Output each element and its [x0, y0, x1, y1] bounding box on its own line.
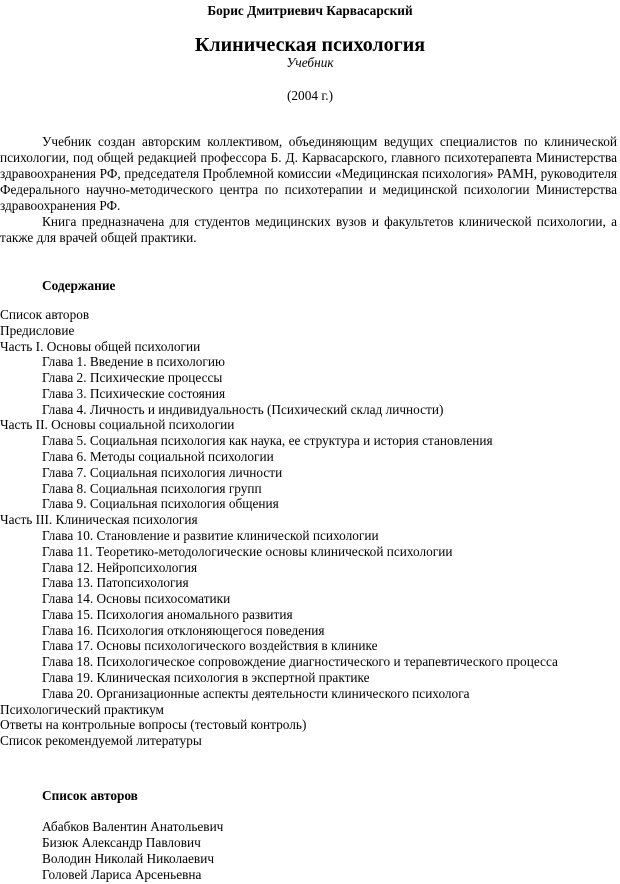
toc-chapter: Глава 2. Психические процессы — [42, 370, 223, 386]
toc-chapter: Глава 14. Основы психосоматики — [42, 591, 231, 607]
toc-chapter: Глава 13. Патопсихология — [42, 575, 189, 591]
book-year: (2004 г.) — [286, 88, 334, 103]
toc-chapter: Глава 4. Личность и индивидуальность (Психический склад личности) — [42, 401, 444, 417]
toc-chapter: Глава 19. Клиническая психология в экспертной практике — [42, 669, 370, 685]
toc-chapter: Глава 6. Методы социальной психологии — [42, 449, 274, 465]
table-of-contents — [0, 307, 620, 749]
toc-part: Часть I. Основы общей психологии — [0, 338, 201, 354]
abstract-paragraph: Книга предназначена для студентов медицинских вузов и факультетов клинической психологии, а также для врачей общей практики. — [0, 214, 617, 245]
toc-item: Психологический практикум — [0, 701, 164, 717]
toc-chapter: Глава 15. Психология аномального развития — [42, 606, 293, 622]
toc-part: Часть II. Основы социальной психологии — [0, 417, 235, 433]
toc-part: Часть III. Клиническая психология — [0, 512, 198, 528]
toc-chapter: Глава 17. Основы психологического воздействия в клинике — [42, 638, 378, 654]
toc-item: Список рекомендуемой литературы — [0, 733, 202, 749]
toc-item: Предисловие — [0, 322, 75, 338]
toc-chapter: Глава 8. Социальная психология групп — [42, 480, 262, 496]
toc-chapter: Глава 7. Социальная психология личности — [42, 464, 283, 480]
toc-chapter: Глава 3. Психические состояния — [42, 385, 226, 401]
author-name: Володин Николай Николаевич — [42, 851, 215, 866]
authors-list — [42, 819, 602, 883]
toc-chapter: Глава 1. Введение в психологию — [42, 354, 225, 370]
toc-item: Ответы на контрольные вопросы (тестовый контроль) — [0, 717, 307, 733]
toc-chapter: Глава 20. Организационные аспекты деятельности клинического психолога — [42, 685, 470, 701]
author-name: Головей Лариса Арсеньевна — [42, 867, 202, 882]
author-name: Бизюк Александр Павлович — [42, 835, 201, 850]
contents-heading: Содержание — [42, 278, 116, 293]
toc-chapter: Глава 12. Нейропсихология — [42, 559, 198, 575]
toc-chapter: Глава 9. Социальная психология общения — [42, 496, 279, 512]
toc-chapter: Глава 5. Социальная психология как наука, ее структура и история становления — [42, 433, 493, 449]
toc-item: Список авторов — [0, 307, 90, 322]
abstract-paragraph: Учебник создан авторским коллективом, объединяющим ведущих специалистов по клинической психологии, под общей редакцией профессора Б. Д. Карвасарского, главного психотерапевта Министерства здравоохранения РФ, председателя Проблемной комиссии «Медицинская психология» РАМН, руководителя Федерального научно-методического центра по психотерапии и медицинской психологии Министерства здравоохранения РФ. — [0, 134, 617, 213]
book-abstract — [0, 134, 617, 246]
book-title: Клиническая психология — [194, 34, 426, 56]
toc-chapter: Глава 18. Психологическое сопровождение диагностического и терапевтического процесса — [42, 654, 558, 670]
toc-chapter: Глава 10. Становление и развитие клинической психологии — [42, 527, 379, 543]
book-author: Борис Дмитриевич Карвасарский — [207, 3, 413, 18]
author-name: Абабков Валентин Анатольевич — [42, 819, 224, 834]
toc-chapter: Глава 11. Теоретико-методологические основы клинической психологии — [42, 543, 453, 559]
book-subtitle: Учебник — [286, 55, 334, 70]
authors-heading: Список авторов — [42, 788, 138, 803]
toc-chapter: Глава 16. Психология отклоняющегося поведения — [42, 622, 325, 638]
